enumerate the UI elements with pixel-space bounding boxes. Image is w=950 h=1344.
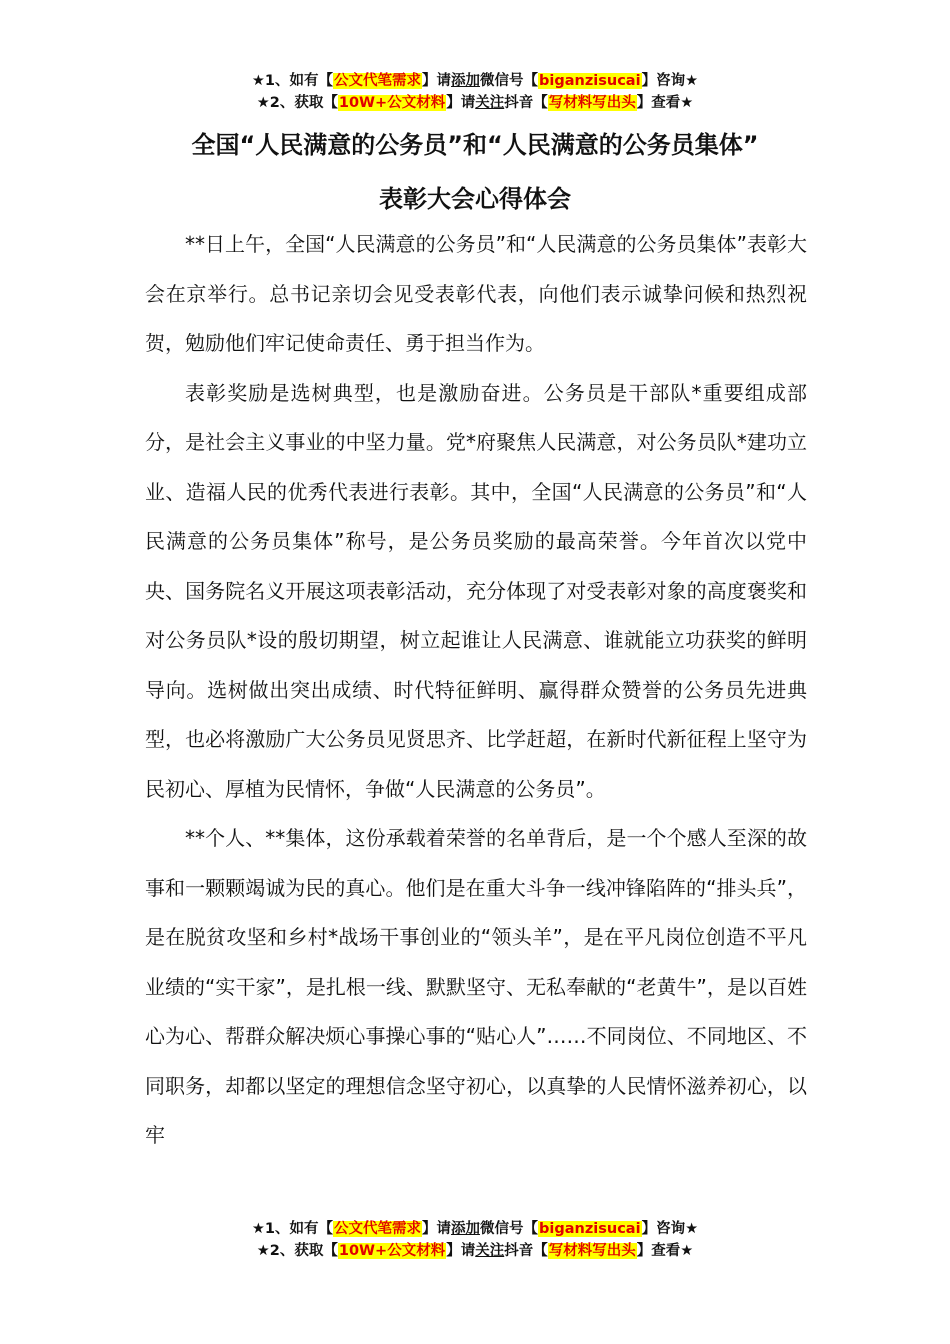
banner-text: 】请 <box>446 1243 476 1259</box>
banner-text: 】查看★ <box>636 95 694 111</box>
document-title <box>0 118 950 226</box>
banner-highlight: 10W+公文材料 <box>338 95 446 111</box>
header-banner <box>0 70 950 114</box>
title-line-2: 表彰大会心得体会 <box>379 185 571 213</box>
banner-text: ★1、如有【 <box>251 1221 334 1237</box>
banner-underline: 添加 <box>451 73 481 89</box>
paragraph-1: **日上午，全国“人民满意的公务员”和“人民满意的公务员集体”表彰大会在京举行。总书记亲切会见受表彰代表，向他们表示诚挚问候和热烈祝贺，勉励他们牢记使命责任、勇于担当作为。 <box>145 232 807 355</box>
banner-highlight: 写材料写出头 <box>548 95 636 111</box>
banner-line-1 <box>0 70 950 92</box>
banner-text: 】查看★ <box>636 1243 694 1259</box>
banner-text: 】请 <box>422 73 452 89</box>
banner-text: 】咨询★ <box>641 1221 699 1237</box>
banner-text: 】请 <box>422 1221 452 1237</box>
banner-highlight: 公文代笔需求 <box>334 73 422 89</box>
banner-highlight: 写材料写出头 <box>548 1243 636 1259</box>
paragraph-2: 表彰奖励是选树典型，也是激励奋进。公务员是干部队*重要组成部分，是社会主义事业的中坚力量。党*府聚焦人民满意，对公务员队*建功立业、造福人民的优秀代表进行表彰。其中，全国“人民满意的公务员”和“人民满意的公务员集体”称号，是公务员奖励的最高荣誉。今年首次以党中央、国务院名义开展这项表彰活动，充分体现了对受表彰对象的高度褒奖和对公务员队*设的殷切期望，树立起谁让人民满意、谁就能立功获奖的鲜明导向。选树做出突出成绩、时代特征鲜明、赢得群众赞誉的公务员先进典型，也必将激励广大公务员见贤思齐、比学赶超，在新时代新征程上坚守为民初心、厚植为民情怀，争做“人民满意的公务员”。 <box>145 380 807 801</box>
banner-highlight: 10W+公文材料 <box>338 1243 446 1259</box>
banner-text: 微信号【 <box>480 1221 539 1237</box>
banner-highlight: biganzisucai <box>539 1221 641 1237</box>
banner-underline: 关注 <box>475 95 505 111</box>
banner-text: 抖音【 <box>504 95 548 111</box>
banner-text: ★2、获取【 <box>256 95 338 111</box>
banner-highlight: 公文代笔需求 <box>334 1221 422 1237</box>
paragraph-3: **个人、**集体，这份承载着荣誉的名单背后，是一个个感人至深的故事和一颗颗竭诚为民的真心。他们是在重大斗争一线冲锋陷阵的“排头兵”，是在脱贫攻坚和乡村*战场干事创业的“领头羊”，是在平凡岗位创造不平凡业绩的“实干家”，是扎根一线、默默坚守、无私奉献的“老黄牛”，是以百姓心为心、帮群众解决烦心事操心事的“贴心人”……不同岗位、不同地区、不同职务，却都以坚定的理想信念坚守初心，以真挚的人民情怀滋养初心，以牢 <box>145 826 807 1147</box>
banner-text: 】咨询★ <box>641 73 699 89</box>
banner-line-2 <box>0 1240 950 1262</box>
banner-underline: 添加 <box>451 1221 481 1237</box>
banner-line-2 <box>0 92 950 114</box>
title-line-1: 全国“人民满意的公务员”和“人民满意的公务员集体” <box>191 131 759 159</box>
footer-banner <box>0 1218 950 1262</box>
banner-text: 抖音【 <box>504 1243 548 1259</box>
banner-text: ★2、获取【 <box>256 1243 338 1259</box>
banner-text: 】请 <box>446 95 476 111</box>
banner-underline: 关注 <box>475 1243 505 1259</box>
banner-line-1 <box>0 1218 950 1240</box>
banner-text: ★1、如有【 <box>251 73 334 89</box>
banner-highlight: biganzisucai <box>539 73 641 89</box>
document-body <box>145 220 807 1161</box>
banner-text: 微信号【 <box>480 73 539 89</box>
